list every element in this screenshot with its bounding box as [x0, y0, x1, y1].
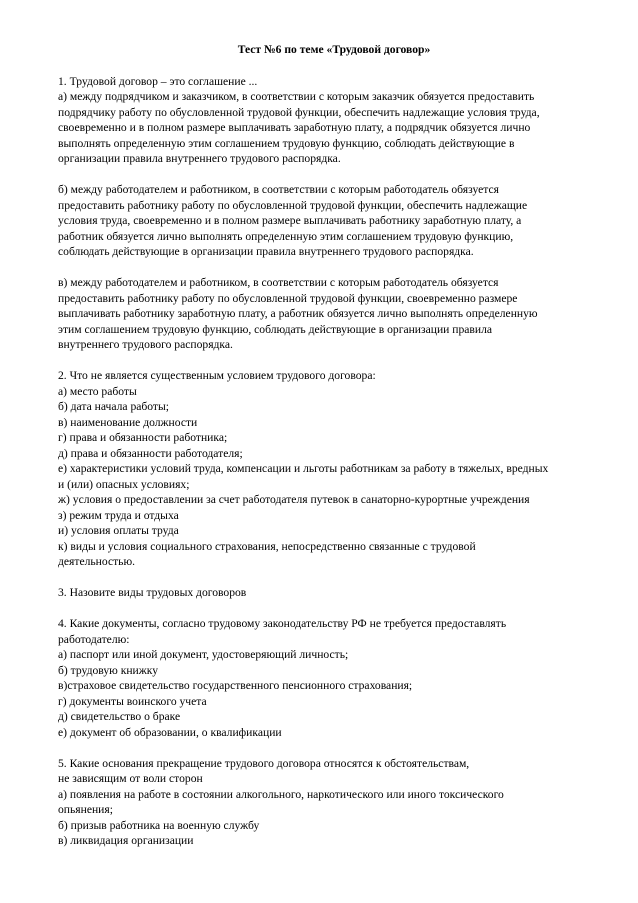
- document-page: [58, 42, 610, 864]
- text-line: этим соглашением трудовую функцию, соблюдать действующие в организации правила: [58, 322, 493, 336]
- text-line: г) документы воинского учета: [58, 694, 207, 708]
- text-block: [58, 275, 610, 353]
- text-line: своевременно и в полном размере выплачивать заработную плату, а подрядчик обязуется лично: [58, 121, 531, 134]
- text-line: 5. Какие основания прекращение трудового договора относятся к обстоятельствам,: [58, 756, 470, 770]
- text-line: соблюдать действующие в организации правила внутреннего трудового распорядка.: [58, 245, 474, 258]
- text-line: а) место работы: [58, 384, 137, 398]
- text-line: в) между работодателем и работником, в соответствии с которым работодатель обязуется: [58, 276, 499, 289]
- text-line: в) ликвидация организации: [58, 834, 194, 847]
- text-line: б) дата начала работы;: [58, 400, 170, 413]
- text-line: а) появления на работе в состоянии алкогольного, наркотического или иного токсического: [58, 787, 504, 801]
- text-block: [58, 585, 610, 601]
- text-line: и) условия оплаты труда: [58, 524, 179, 537]
- text-line: не зависящим от воли сторон: [58, 772, 203, 785]
- text-line: выполнять определенную этим соглашением трудовую функцию, соблюдать действующие в: [58, 136, 515, 150]
- text-line: 3. Назовите виды трудовых договоров: [58, 586, 247, 599]
- text-block: [58, 182, 610, 260]
- text-line: г) права и обязанности работника;: [58, 431, 228, 444]
- text-line: б) трудовую книжку: [58, 663, 159, 677]
- text-line: 1. Трудовой договор – это соглашение ...: [58, 74, 258, 88]
- text-line: внутреннего трудового распорядка.: [58, 338, 233, 351]
- text-line: б) призыв работника на военную службу: [58, 818, 260, 832]
- text-line: работодателю:: [58, 632, 130, 646]
- document-body: [58, 74, 610, 849]
- text-line: в)страховое свидетельство государственного пенсионного страхования;: [58, 679, 413, 692]
- text-line: условия труда, своевременно и в полном размере выплачивать работнику заработную плату, а: [58, 214, 522, 227]
- text-line: д) права и обязанности работодателя;: [58, 446, 243, 460]
- text-line: предоставить работнику работу по обусловленной трудовой функции, обеспечить надлежащие: [58, 198, 528, 212]
- text-line: б) между работодателем и работником, в соответствии с которым работодатель обязуется: [58, 183, 499, 196]
- text-line: а) между подрядчиком и заказчиком, в соответствии с которым заказчик обязуется предоставить: [58, 90, 535, 103]
- text-line: работник обязуется лично выполнять определенную этим соглашением трудовую функцию,: [58, 229, 514, 243]
- text-line: д) свидетельство о браке: [58, 710, 181, 723]
- text-line: подрядчику работу по обусловленной трудовой функции, обеспечить надлежащие условия труда,: [58, 105, 540, 119]
- text-line: 4. Какие документы, согласно трудовому законодательству РФ не требуется предоставлять: [58, 617, 507, 630]
- text-line: опьянения;: [58, 803, 113, 816]
- text-line: в) наименование должности: [58, 415, 198, 429]
- text-line: выплачивать работнику заработную плату, а работник обязуется лично выполнять определенную: [58, 307, 538, 320]
- text-block: [58, 756, 610, 849]
- text-line: организации правила внутреннего трудового распорядка.: [58, 152, 341, 165]
- text-line: е) характеристики условий труда, компенсации и льготы работникам за работу в тяжелых, вредных: [58, 462, 549, 475]
- text-line: е) документ об образовании, о квалификации: [58, 725, 282, 739]
- document-title: Тест №6 по теме «Трудовой договор»: [237, 43, 431, 56]
- text-line: 2. Что не является существенным условием трудового договора:: [58, 369, 376, 382]
- text-line: деятельностью.: [58, 555, 136, 568]
- text-line: ж) условия о предоставлении за счет работодателя путевок в санаторно-курортные учреждения: [58, 493, 530, 506]
- text-block: [58, 74, 610, 167]
- text-line: и (или) опасных условиях;: [58, 477, 190, 491]
- text-line: з) режим труда и отдыха: [58, 508, 179, 522]
- text-block: [58, 368, 610, 570]
- text-line: предоставить работнику работу по обусловленной трудовой функции, своевременно размере: [58, 291, 518, 305]
- text-line: к) виды и условия социального страхования, непосредственно связанные с трудовой: [58, 539, 476, 553]
- text-block: [58, 616, 610, 740]
- text-line: а) паспорт или иной документ, удостоверяющий личность;: [58, 648, 349, 661]
